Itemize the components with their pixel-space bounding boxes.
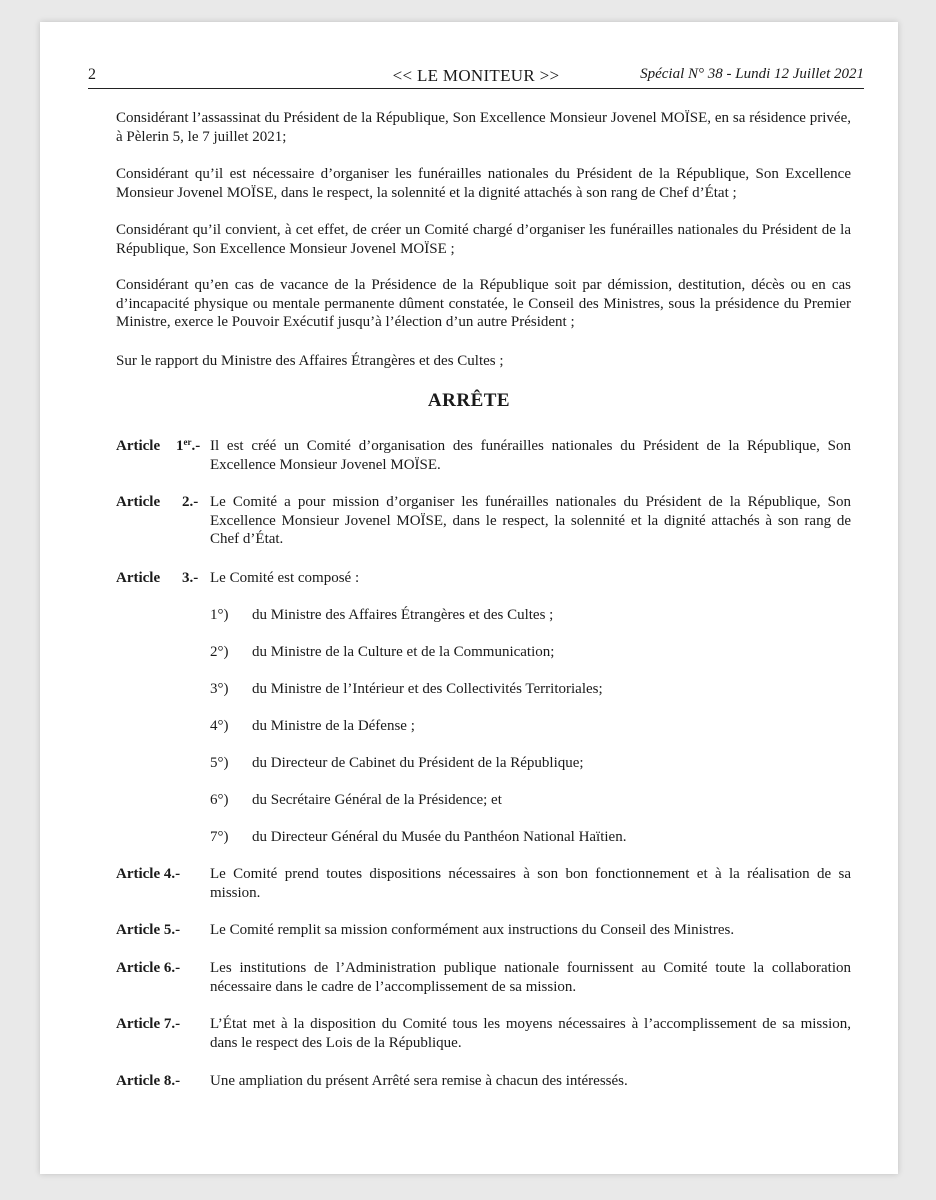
member-2-text: du Ministre de la Culture et de la Communication; — [252, 644, 555, 660]
article-7-text: L’État met à la disposition du Comité tous les moyens nécessaires à l’accomplissement de sa mission, dans le respect des Lois de la République. — [210, 1016, 851, 1051]
member-7-text: du Directeur Général du Musée du Panthéon National Haïtien. — [252, 829, 627, 845]
article-6-label: Article 6.- — [116, 960, 181, 976]
article-suffix: .- — [191, 438, 201, 454]
article-label-word: Article — [116, 494, 161, 510]
member-7-number: 7°) — [210, 829, 229, 845]
preamble-paragraph-5: Sur le rapport du Ministre des Affaires Étrangères et des Cultes ; — [116, 353, 504, 369]
article-8-text: Une ampliation du présent Arrêté sera remise à chacun des intéressés. — [210, 1073, 628, 1089]
member-1-text: du Ministre des Affaires Étrangères et des Cultes ; — [252, 607, 554, 623]
member-1-number: 1°) — [210, 607, 229, 623]
article-3-number: 3.- — [182, 570, 199, 586]
member-5-text: du Directeur de Cabinet du Président de la République; — [252, 755, 584, 771]
preamble-paragraph-3: Considérant qu’il convient, à cet effet, de créer un Comité chargé d’organiser les funérailles nationales du Président de la République, Son Excellence Monsieur Jovenel MOÏSE ; — [116, 222, 851, 257]
member-6-number: 6°) — [210, 792, 229, 808]
article-2-text: Le Comité a pour mission d’organiser les funérailles nationales du Président de la République, Son Excellence Monsieur Jovenel MOÏSE, dans le respect, la solennité et la dignité attachés à son rang de Chef d’État. — [210, 494, 851, 547]
article-label-word: Article — [116, 570, 161, 586]
member-3-text: du Ministre de l’Intérieur et des Collectivités Territoriales; — [252, 681, 603, 697]
article-label-word: Article — [116, 438, 161, 454]
article-2-label — [116, 493, 212, 512]
article-7-label: Article 7.- — [116, 1016, 181, 1032]
preamble-paragraph-4: Considérant qu’en cas de vacance de la Présidence de la République soit par démission, destitution, décès ou en cas d’incapacité physique ou mentale permanente dûment constatée, le Conseil des Ministres, sous la présidence du Premier Ministre, exerce le Pouvoir Exécutif jusqu’à l’élection d’un autre Président ; — [116, 277, 851, 330]
article-4-label: Article 4.- — [116, 866, 181, 882]
member-4-text: du Ministre de la Défense ; — [252, 718, 415, 734]
member-3-number: 3°) — [210, 681, 229, 697]
journal-title: << LE MONITEUR >> — [392, 66, 560, 85]
article-1-text: Il est créé un Comité d’organisation des funérailles nationales du Président de la République, Son Excellence Monsieur Jovenel MOÏSE. — [210, 438, 851, 473]
article-1-label — [116, 437, 212, 456]
article-number: 1 — [176, 438, 184, 454]
page-number: 2 — [88, 66, 96, 83]
article-3-text: Le Comité est composé : — [210, 570, 360, 586]
article-3-label — [116, 569, 212, 588]
article-6-text: Les institutions de l’Administration publique nationale fournissent au Comité toute la collaboration nécessaire dans le cadre de l’accomplissement de sa mission. — [210, 960, 851, 995]
preamble-paragraph-2: Considérant qu’il est nécessaire d’organiser les funérailles nationales du Président de la République, Son Excellence Monsieur Jovenel MOÏSE, dans le respect, la solennité et la dignité attachés à son rang de Chef d’État ; — [116, 166, 851, 201]
article-2-number: 2.- — [182, 494, 199, 510]
member-6-text: du Secrétaire Général de la Présidence; et — [252, 792, 502, 808]
member-2-number: 2°) — [210, 644, 229, 660]
decree-title: ARRÊTE — [427, 390, 511, 411]
article-superscript: er — [183, 437, 192, 447]
member-5-number: 5°) — [210, 755, 229, 771]
page-header — [88, 66, 864, 89]
article-1-number — [176, 437, 200, 456]
preamble-paragraph-1: Considérant l’assassinat du Président de la République, Son Excellence Monsieur Jovenel MOÏSE, en sa résidence privée, à Pèlerin 5, le 7 juillet 2021; — [116, 110, 851, 145]
article-5-text: Le Comité remplit sa mission conformément aux instructions du Conseil des Ministres. — [210, 922, 735, 938]
article-5-label: Article 5.- — [116, 922, 181, 938]
issue-info: Spécial N° 38 - Lundi 12 Juillet 2021 — [640, 66, 864, 82]
article-4-text: Le Comité prend toutes dispositions nécessaires à son bon fonctionnement et à la réalisation de sa mission. — [210, 866, 851, 901]
member-4-number: 4°) — [210, 718, 229, 734]
article-8-label: Article 8.- — [116, 1073, 181, 1089]
document-page — [40, 22, 898, 1174]
